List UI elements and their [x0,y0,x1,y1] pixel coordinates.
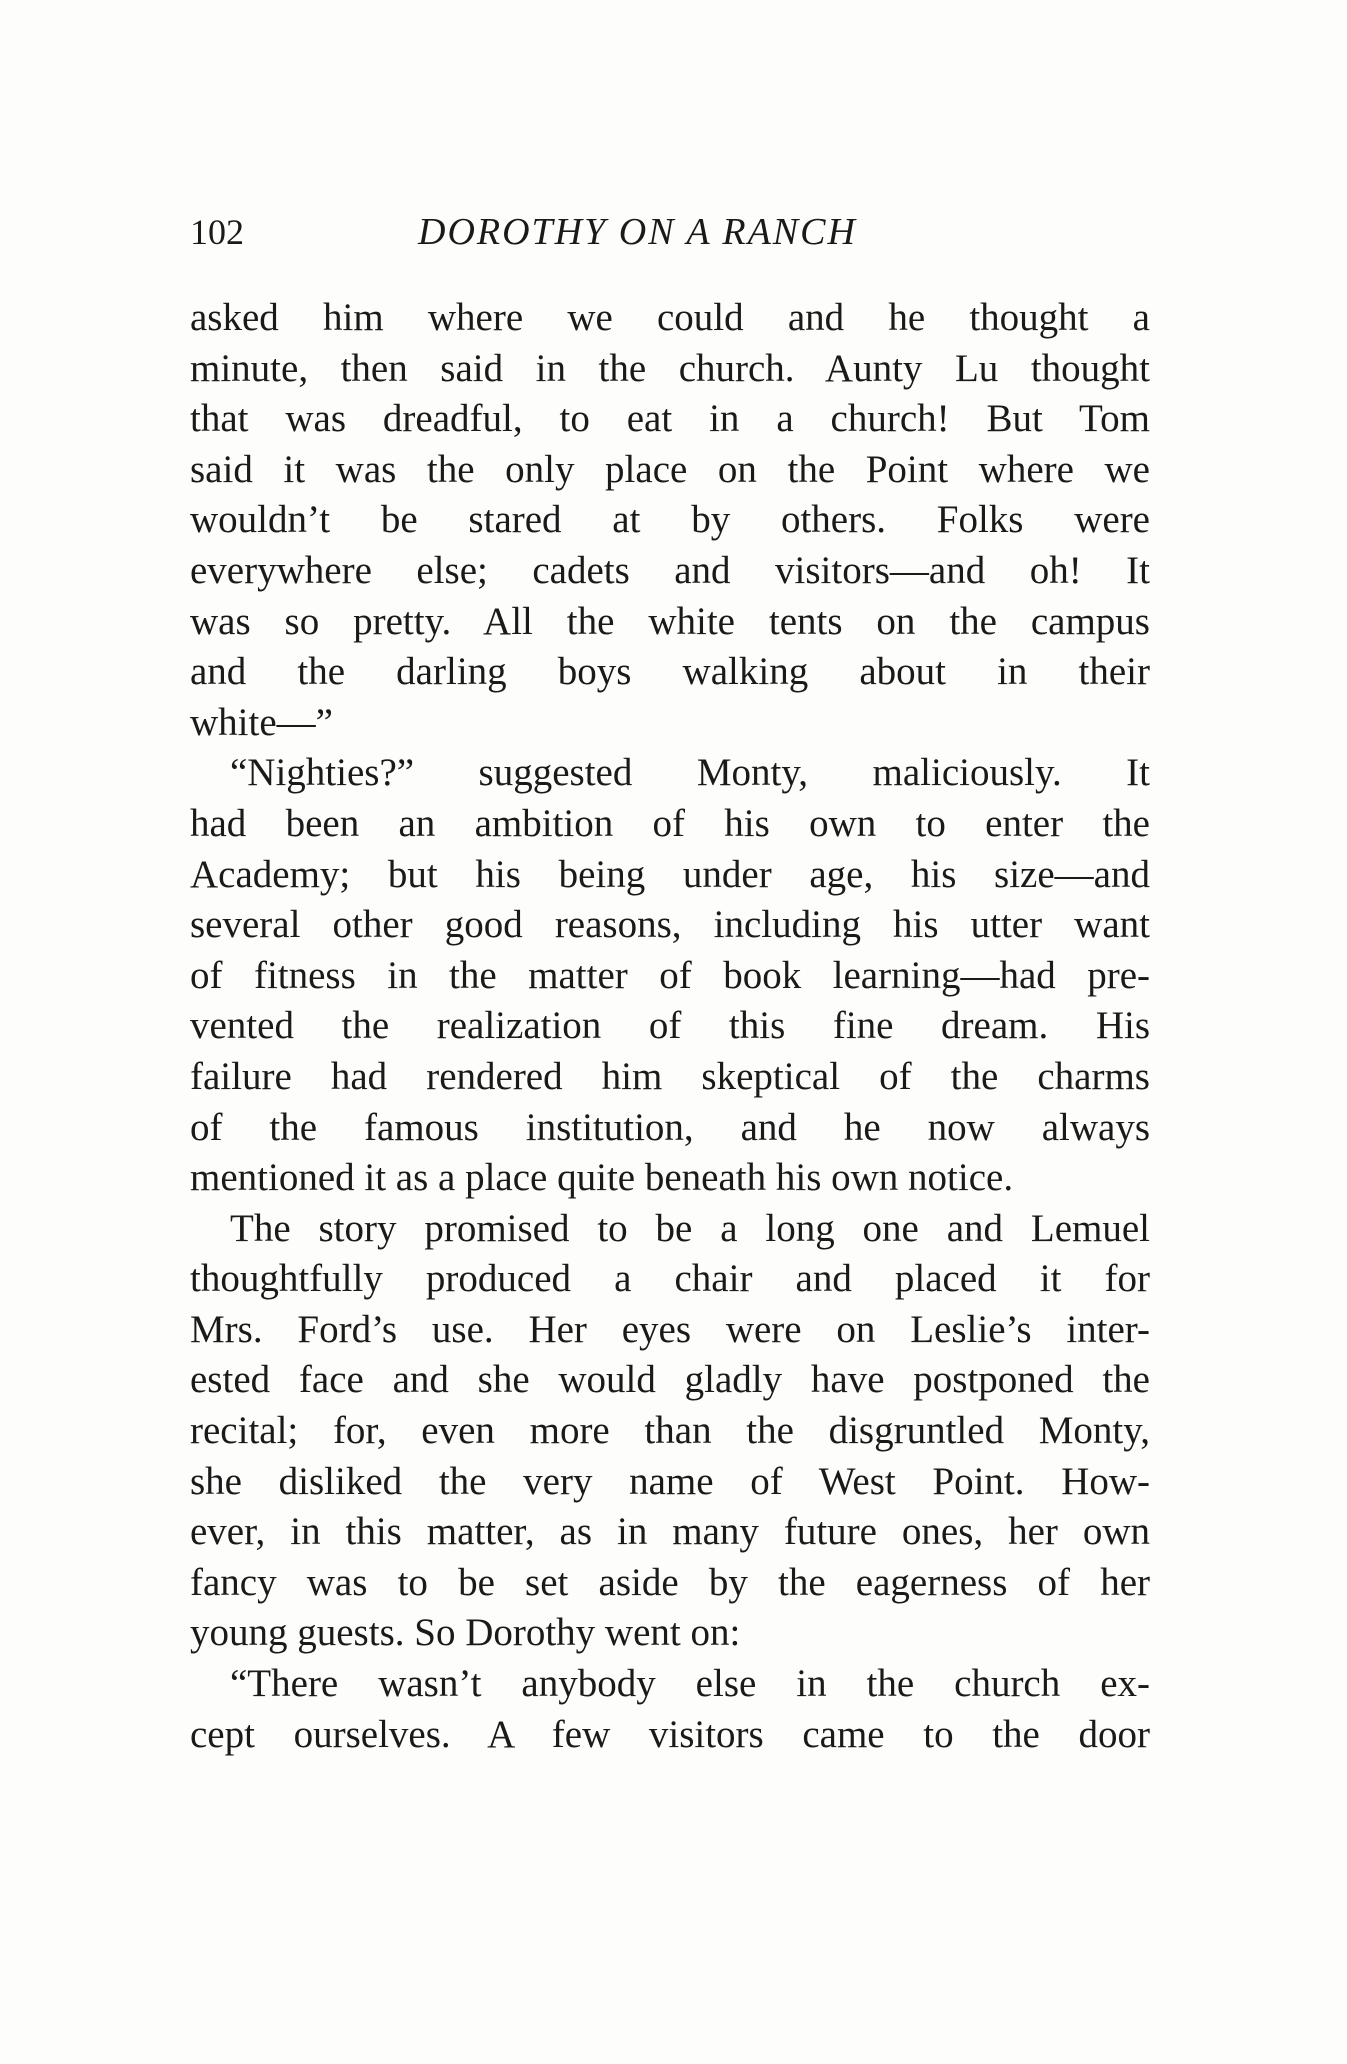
text-line: she disliked the very name of West Point. How- [190,1459,1150,1503]
text-line: failure had rendered him skeptical of the charms [190,1054,1150,1098]
paragraph [190,1659,1150,1760]
text-line: said it was the only place on the Point where we [190,447,1150,491]
text-line: that was dreadful, to eat in a church! But Tom [190,397,1150,441]
text-line: ested face and she would gladly have postponed the [190,1358,1150,1402]
text-line: of fitness in the matter of book learning—had pre- [190,953,1150,997]
text-line: “There wasn’t anybody else in the church ex- [230,1662,1150,1706]
text-line: cept ourselves. A few visitors came to the door [190,1712,1150,1756]
text-line: The story promised to be a long one and Lemuel [230,1206,1150,1250]
text-line: young guests. So Dorothy went on: [190,1611,741,1655]
text-line: Mrs. Ford’s use. Her eyes were on Leslie’s inter- [190,1307,1150,1351]
text-line: recital; for, even more than the disgruntled Monty, [190,1409,1150,1453]
paragraph [190,748,1150,1203]
page-number: 102 [190,212,244,252]
text-line: thoughtfully produced a chair and placed it for [190,1257,1150,1301]
text-line: white—” [190,700,333,744]
text-line: Academy; but his being under age, his size—and [190,852,1150,896]
text-line: wouldn’t be stared at by others. Folks were [190,498,1150,542]
text-line: everywhere else; cadets and visitors—and oh! It [190,548,1150,592]
running-title: DOROTHY ON A RANCH [418,211,857,253]
text-line: “Nighties?” suggested Monty, maliciously. It [230,751,1150,795]
text-line: of the famous institution, and he now always [190,1105,1150,1149]
body-text [190,293,1150,1760]
text-line: vented the realization of this fine dream. His [190,1004,1150,1048]
text-line: had been an ambition of his own to enter the [190,801,1150,845]
text-line: ever, in this matter, as in many future ones, her own [190,1510,1150,1554]
text-line: several other good reasons, including his utter want [190,903,1150,947]
page-header [190,208,1150,268]
paragraph [190,1204,1150,1659]
paragraph [190,293,1150,748]
text-line: minute, then said in the church. Aunty Lu thought [190,346,1150,390]
text-line: was so pretty. All the white tents on the campus [190,599,1150,643]
text-line: and the darling boys walking about in their [190,650,1150,694]
text-line: asked him where we could and he thought a [190,296,1150,339]
text-line: fancy was to be set aside by the eagerness of her [190,1560,1150,1604]
text-line: mentioned it as a place quite beneath his own notice. [190,1156,1014,1200]
